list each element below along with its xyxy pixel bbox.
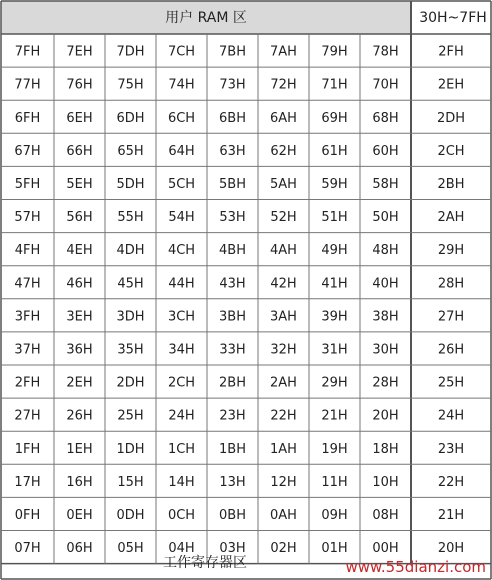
ram-address-cell: 4AH bbox=[270, 243, 297, 259]
ram-address-cell: 2BH bbox=[219, 375, 246, 391]
ram-address-cell: 35H bbox=[117, 342, 144, 358]
ram-address-cell: 0FH bbox=[14, 507, 41, 523]
ram-address-cell: 36H bbox=[66, 342, 93, 358]
ram-address-cell: 55H bbox=[117, 210, 144, 226]
ram-address-cell: 1DH bbox=[116, 441, 145, 457]
ram-address-cell: 2EH bbox=[66, 375, 93, 391]
ram-address-cell: 1AH bbox=[270, 441, 297, 457]
ram-address-cell: 1CH bbox=[167, 441, 196, 457]
ram-address-cell: 79H bbox=[321, 44, 348, 60]
ram-address-cell: 3AH bbox=[270, 309, 297, 325]
ram-address-cell: 44H bbox=[168, 276, 195, 292]
ram-address-cell: 1FH bbox=[14, 441, 41, 457]
ram-address-cell: 07H bbox=[14, 541, 41, 557]
bit-byte-address-cell: 2DH bbox=[436, 110, 466, 126]
ram-address-cell: 62H bbox=[270, 143, 297, 159]
ram-address-cell: 39H bbox=[321, 309, 348, 325]
ram-address-cell: 63H bbox=[219, 143, 246, 159]
ram-address-cell: 5BH bbox=[219, 176, 246, 192]
bit-byte-address-cell: 22H bbox=[437, 474, 465, 490]
ram-address-cell: 71H bbox=[321, 77, 348, 93]
bit-byte-address-cell: 2BH bbox=[437, 176, 465, 192]
ram-address-cell: 7CH bbox=[167, 44, 196, 60]
ram-address-cell: 15H bbox=[117, 474, 144, 490]
bit-byte-address-cell: 2CH bbox=[437, 143, 465, 159]
ram-address-cell: 13H bbox=[219, 474, 246, 490]
ram-address-cell: 6FH bbox=[14, 110, 41, 126]
ram-address-cell: 75H bbox=[117, 77, 144, 93]
ram-address-cell: 7AH bbox=[270, 44, 297, 60]
ram-address-cell: 42H bbox=[270, 276, 297, 292]
ram-address-cell: 5FH bbox=[14, 176, 41, 192]
ram-address-cell: 4CH bbox=[167, 243, 196, 259]
ram-address-cell: 76H bbox=[66, 77, 93, 93]
ram-address-cell: 4BH bbox=[219, 243, 246, 259]
ram-address-cell: 10H bbox=[372, 474, 399, 490]
ram-address-cell: 61H bbox=[321, 143, 348, 159]
ram-address-cell: 65H bbox=[117, 143, 144, 159]
watermark: www.55dianzi.com bbox=[345, 558, 486, 576]
ram-address-cell: 04H bbox=[168, 541, 195, 557]
ram-address-cell: 11H bbox=[321, 474, 348, 490]
ram-address-cell: 3FH bbox=[14, 309, 41, 325]
ram-address-cell: 0DH bbox=[116, 507, 145, 523]
ram-address-cell: 28H bbox=[372, 375, 399, 391]
ram-address-cell: 00H bbox=[372, 541, 399, 557]
ram-address-cell: 66H bbox=[66, 143, 93, 159]
bit-byte-address-cell: 24H bbox=[437, 408, 465, 424]
ram-address-cell: 32H bbox=[270, 342, 297, 358]
ram-address-cell: 7BH bbox=[219, 44, 246, 60]
bit-byte-address-cell: 20H bbox=[437, 541, 465, 557]
ram-address-cell: 19H bbox=[321, 441, 348, 457]
ram-address-cell: 6BH bbox=[219, 110, 246, 126]
ram-address-cell: 68H bbox=[372, 110, 399, 126]
ram-address-cell: 77H bbox=[14, 77, 41, 93]
ram-address-cell: 30H bbox=[372, 342, 399, 358]
ram-address-cell: 3EH bbox=[66, 309, 93, 325]
ram-address-cell: 52H bbox=[270, 210, 297, 226]
ram-address-cell: 4EH bbox=[66, 243, 93, 259]
ram-address-cell: 2FH bbox=[14, 375, 41, 391]
ram-address-cell: 6EH bbox=[66, 110, 93, 126]
ram-address-cell: 41H bbox=[321, 276, 348, 292]
bit-byte-address-cell: 2EH bbox=[437, 77, 465, 93]
ram-address-cell: 43H bbox=[219, 276, 246, 292]
ram-address-cell: 33H bbox=[219, 342, 246, 358]
ram-address-cell: 31H bbox=[321, 342, 348, 358]
user-ram-header: 用户 RAM 区 bbox=[165, 10, 247, 26]
ram-address-cell: 3CH bbox=[167, 309, 196, 325]
ram-address-cell: 1EH bbox=[66, 441, 93, 457]
ram-address-cell: 34H bbox=[168, 342, 195, 358]
ram-address-cell: 26H bbox=[66, 408, 93, 424]
ram-address-cell: 21H bbox=[321, 408, 348, 424]
ram-address-cell: 3BH bbox=[219, 309, 246, 325]
ram-address-cell: 16H bbox=[66, 474, 93, 490]
ram-address-cell: 20H bbox=[372, 408, 399, 424]
ram-address-cell: 78H bbox=[372, 44, 399, 60]
ram-address-cell: 37H bbox=[14, 342, 41, 358]
ram-address-cell: 08H bbox=[372, 507, 399, 523]
ram-address-cell: 59H bbox=[321, 176, 348, 192]
ram-address-cell: 7EH bbox=[66, 44, 93, 60]
ram-address-cell: 47H bbox=[14, 276, 41, 292]
ram-address-cell: 69H bbox=[321, 110, 348, 126]
ram-address-cell: 23H bbox=[219, 408, 246, 424]
ram-address-cell: 6AH bbox=[270, 110, 297, 126]
ram-address-cell: 72H bbox=[270, 77, 297, 93]
ram-address-cell: 25H bbox=[117, 408, 144, 424]
bit-byte-address-cell: 2FH bbox=[438, 44, 464, 60]
ram-address-cell: 5AH bbox=[270, 176, 297, 192]
ram-address-cell: 4FH bbox=[14, 243, 41, 259]
ram-address-cell: 5CH bbox=[167, 176, 196, 192]
ram-address-cell: 5EH bbox=[66, 176, 93, 192]
ram-address-cell: 14H bbox=[168, 474, 195, 490]
ram-address-cell: 54H bbox=[168, 210, 195, 226]
ram-address-cell: 4DH bbox=[116, 243, 145, 259]
ram-address-cell: 18H bbox=[372, 441, 399, 457]
ram-address-cell: 0AH bbox=[270, 507, 297, 523]
ram-address-cell: 50H bbox=[372, 210, 399, 226]
bit-byte-address-cell: 23H bbox=[437, 441, 465, 457]
ram-address-cell: 0CH bbox=[167, 507, 196, 523]
ram-address-cell: 0EH bbox=[66, 507, 93, 523]
ram-address-cell: 70H bbox=[372, 77, 399, 93]
ram-address-cell: 40H bbox=[372, 276, 399, 292]
ram-address-cell: 38H bbox=[372, 309, 399, 325]
ram-address-cell: 64H bbox=[168, 143, 195, 159]
ram-address-cell: 51H bbox=[321, 210, 348, 226]
ram-address-cell: 3DH bbox=[116, 309, 145, 325]
ram-address-cell: 67H bbox=[14, 143, 41, 159]
ram-address-cell: 45H bbox=[117, 276, 144, 292]
range-header: 30H~7FH bbox=[419, 10, 487, 26]
ram-address-cell: 09H bbox=[321, 507, 348, 523]
ram-address-cell: 2AH bbox=[270, 375, 297, 391]
ram-address-cell: 27H bbox=[14, 408, 41, 424]
ram-address-cell: 7DH bbox=[116, 44, 145, 60]
ram-address-cell: 57H bbox=[14, 210, 41, 226]
work-register-label: 工作寄存器区 bbox=[163, 555, 247, 571]
ram-address-cell: 7FH bbox=[14, 44, 41, 60]
ram-address-cell: 29H bbox=[321, 375, 348, 391]
ram-address-cell: 06H bbox=[66, 541, 93, 557]
bit-byte-address-cell: 2AH bbox=[437, 210, 465, 226]
ram-address-cell: 49H bbox=[321, 243, 348, 259]
ram-address-cell: 74H bbox=[168, 77, 195, 93]
bit-byte-address-cell: 26H bbox=[437, 342, 465, 358]
bit-byte-address-cell: 29H bbox=[437, 243, 465, 259]
ram-address-cell: 6CH bbox=[167, 110, 196, 126]
bit-byte-address-cell: 28H bbox=[437, 276, 465, 292]
ram-address-cell: 12H bbox=[270, 474, 297, 490]
ram-address-cell: 73H bbox=[219, 77, 246, 93]
ram-address-cell: 2CH bbox=[167, 375, 196, 391]
ram-address-cell: 5DH bbox=[116, 176, 145, 192]
ram-address-cell: 1BH bbox=[219, 441, 246, 457]
ram-address-cell: 53H bbox=[219, 210, 246, 226]
ram-address-cell: 46H bbox=[66, 276, 93, 292]
ram-address-cell: 60H bbox=[372, 143, 399, 159]
ram-address-cell: 01H bbox=[321, 541, 348, 557]
ram-address-cell: 02H bbox=[270, 541, 297, 557]
ram-address-cell: 24H bbox=[168, 408, 195, 424]
ram-address-cell: 48H bbox=[372, 243, 399, 259]
ram-address-cell: 03H bbox=[219, 541, 246, 557]
ram-address-cell: 6DH bbox=[116, 110, 145, 126]
ram-address-cell: 0BH bbox=[219, 507, 246, 523]
bit-byte-address-cell: 21H bbox=[437, 507, 465, 523]
ram-address-cell: 05H bbox=[117, 541, 144, 557]
ram-address-cell: 58H bbox=[372, 176, 399, 192]
bit-byte-address-cell: 25H bbox=[437, 375, 465, 391]
ram-address-cell: 56H bbox=[66, 210, 93, 226]
ram-address-cell: 17H bbox=[14, 474, 41, 490]
ram-address-cell: 22H bbox=[270, 408, 297, 424]
bit-addressable-cells bbox=[437, 45, 465, 557]
bit-byte-address-cell: 27H bbox=[437, 309, 465, 325]
ram-address-cell: 2DH bbox=[116, 375, 145, 391]
